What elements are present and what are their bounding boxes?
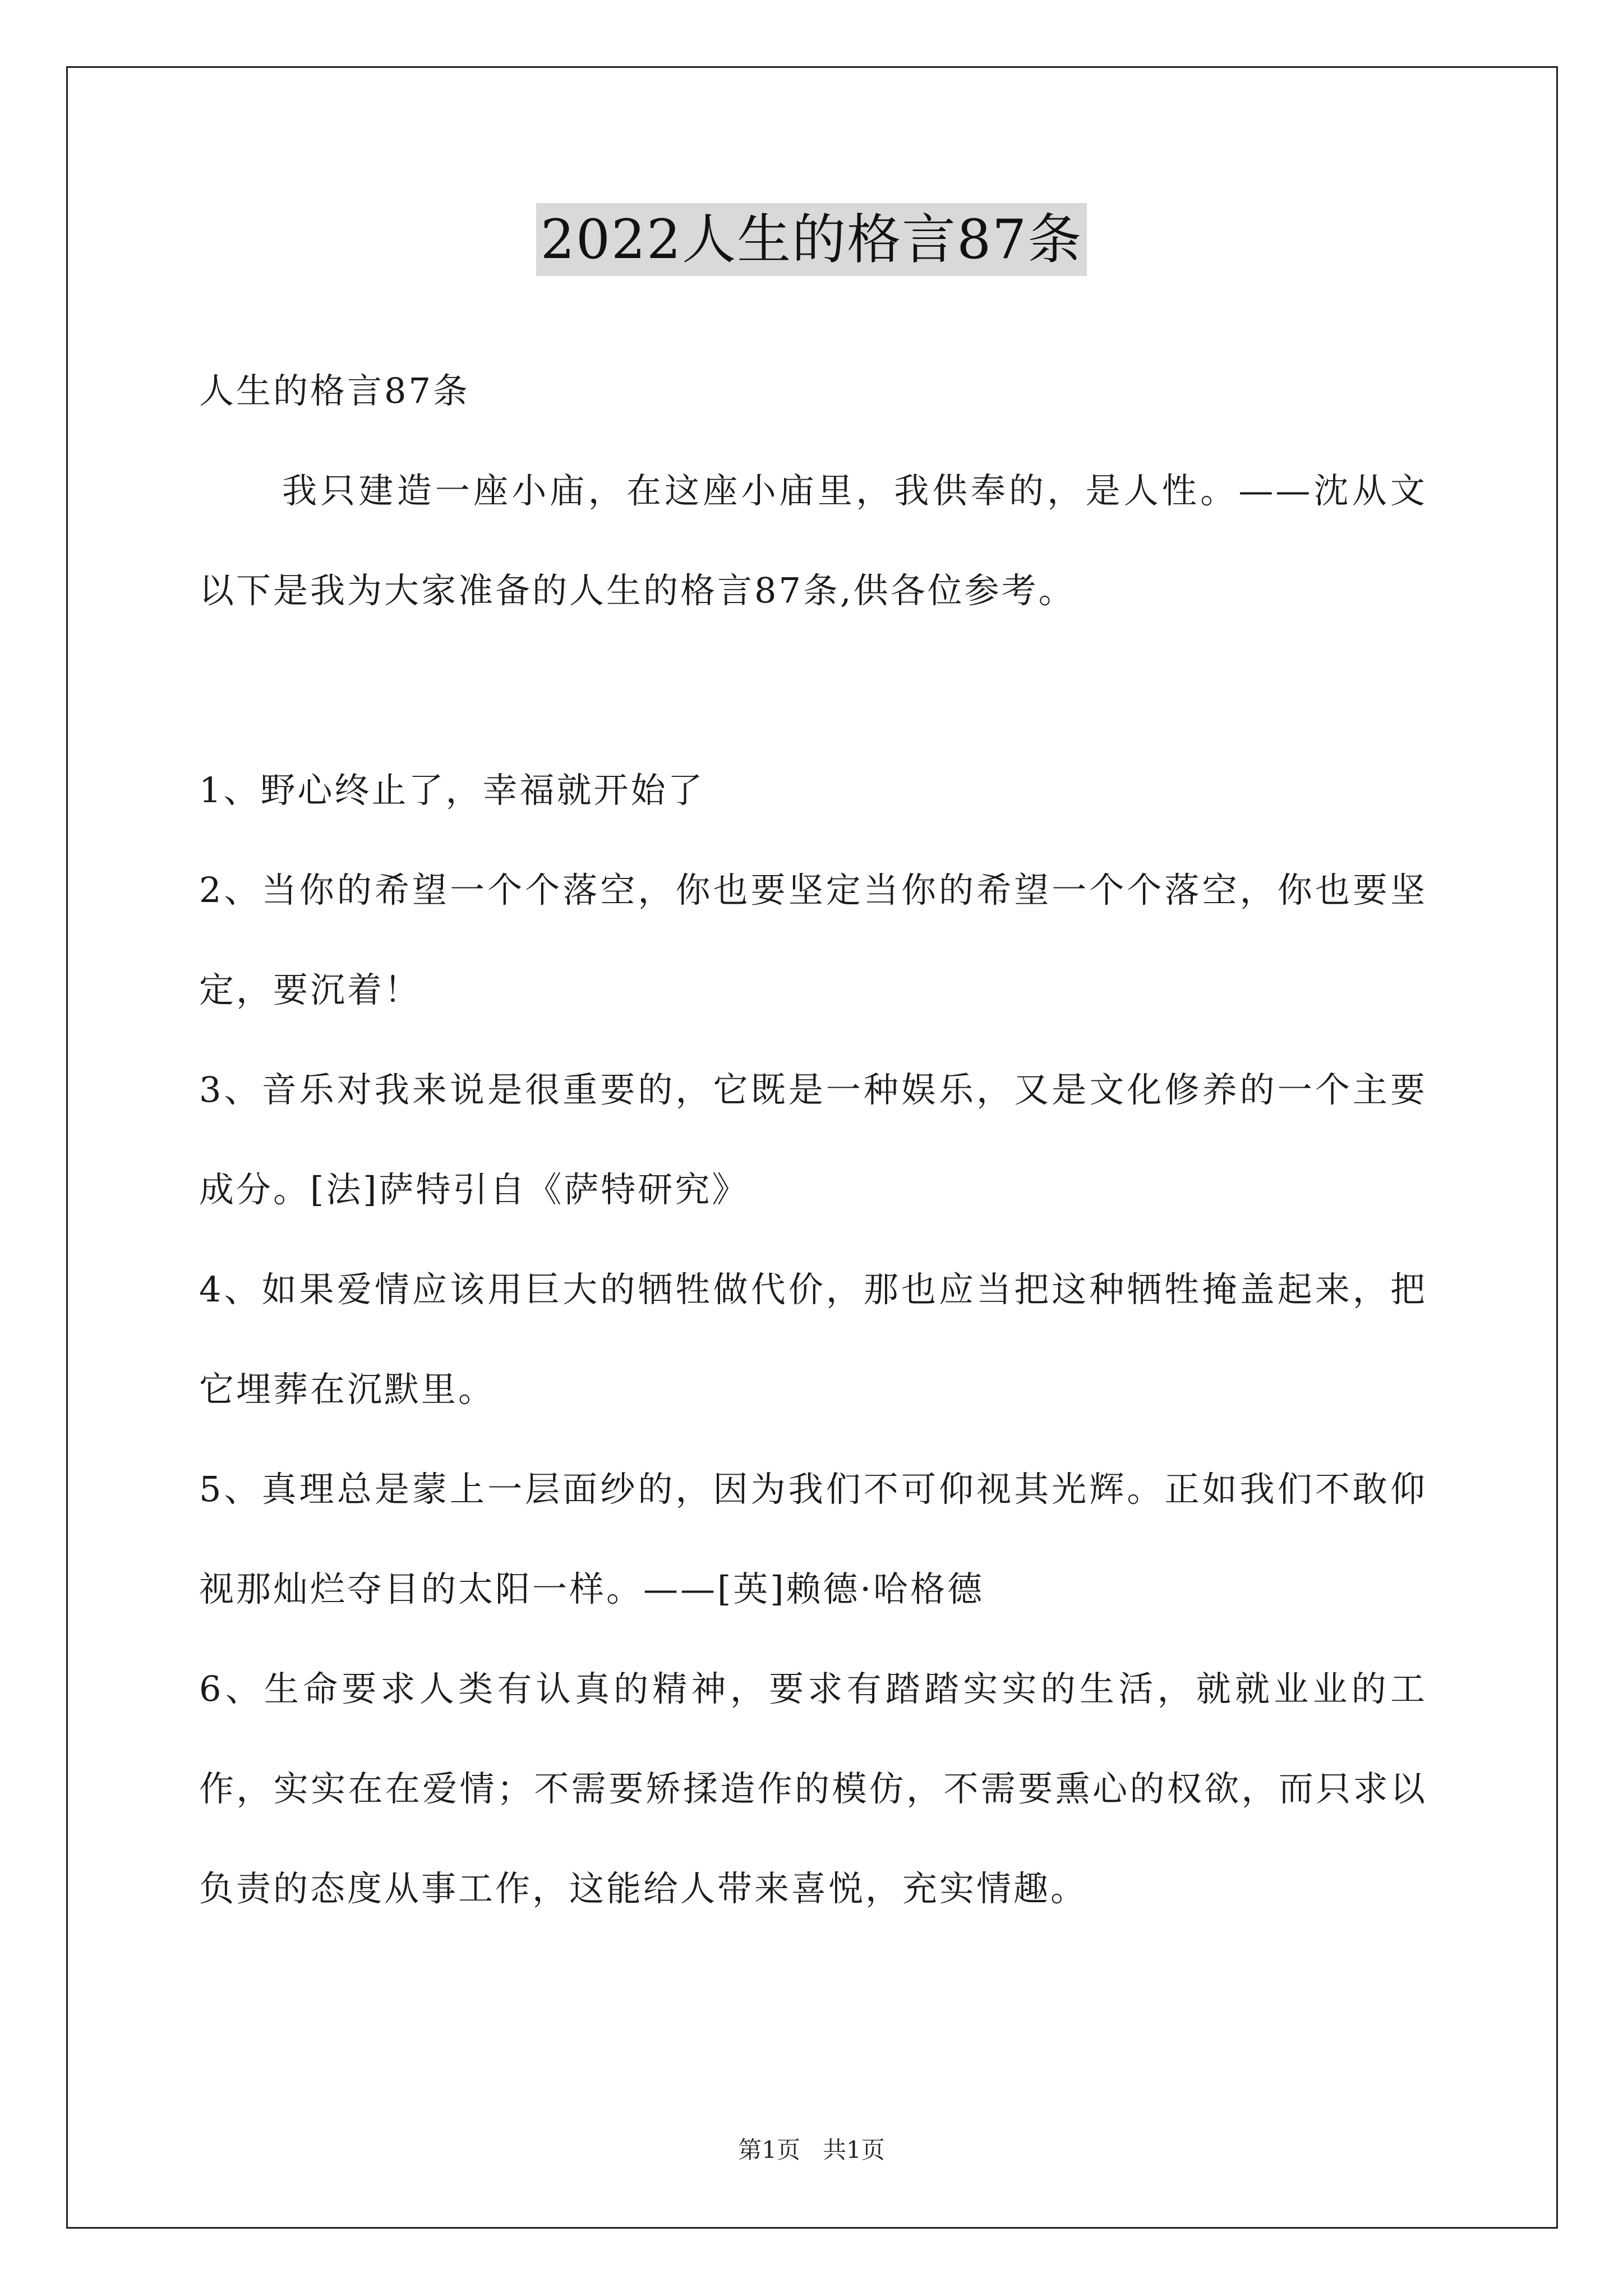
- intro-paragraph: 我只建造一座小庙，在这座小庙里，我供奉的，是人性。——沈从文以下是我为大家准备的人生的格言87条,供各位参考。: [199, 470, 1427, 611]
- list-item: 2、当你的希望一个个落空，你也要坚定当你的希望一个个落空，你也要坚定，要沉着！: [199, 869, 1427, 1010]
- paragraph-spacer: [199, 641, 1427, 740]
- document-subtitle: 人生的格言87条: [199, 370, 470, 411]
- list-item: 4、如果爱情应该用巨大的牺牲做代价，那也应当把这种牺牲掩盖起来，把它埋葬在沉默里。: [199, 1269, 1427, 1410]
- title-container: [0, 203, 1623, 276]
- list-item: 6、生命要求人类有认真的精神，要求有踏踏实实的生活，就就业业的工作，实实在在爱情；不需要矫揉造作的模仿，不需要熏心的权欲，而只求以负责的态度从事工作，这能给人带来喜悦，充实情趣。: [199, 1668, 1427, 1909]
- document-body: [199, 341, 1427, 1939]
- list-item: 3、音乐对我来说是很重要的，它既是一种娱乐，又是文化修养的一个主要成分。[法]萨特引自《萨特研究》: [199, 1069, 1427, 1210]
- page-footer: 第1页 共1页: [738, 2136, 885, 2164]
- document-title: 2022人生的格言87条: [536, 203, 1087, 276]
- list-item: 5、真理总是蒙上一层面纱的，因为我们不可仰视其光辉。正如我们不敢仰视那灿烂夺目的太阳一样。——[英]赖德·哈格德: [199, 1469, 1427, 1609]
- list-item: 1、野心终止了，幸福就开始了: [199, 770, 705, 811]
